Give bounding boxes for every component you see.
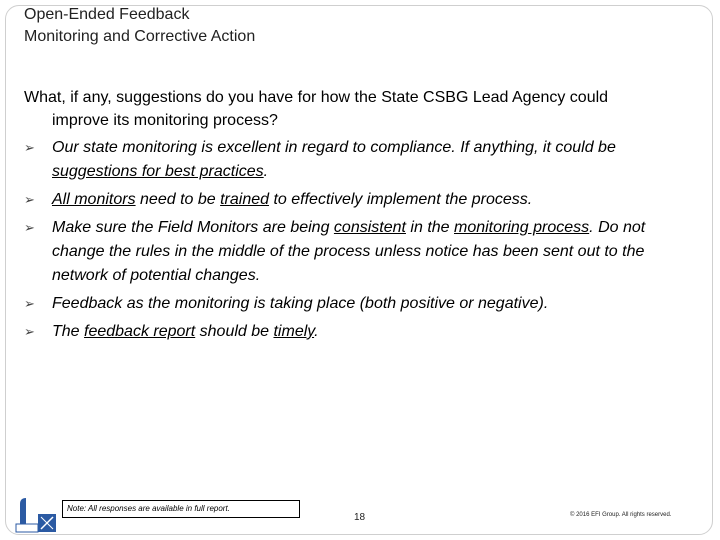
- survey-question: [24, 86, 694, 132]
- arrow-bullet-icon: ➢: [24, 192, 35, 207]
- response-text: Feedback as the monitoring is taking place (both positive or negative).: [52, 295, 549, 312]
- response-text: Make sure the Field Monitors are being consistent in the monitoring process. Do not change the rules in the middle of the process unless notice has been sent out to the network of potential changes.: [52, 219, 646, 284]
- arrow-bullet-icon: ➢: [24, 324, 35, 339]
- question-line-2: improve its monitoring process?: [52, 112, 278, 129]
- response-text: The feedback report should be timely.: [52, 323, 319, 340]
- arrow-bullet-icon: ➢: [24, 220, 35, 235]
- response-item: [24, 136, 700, 184]
- question-line-1: What, if any, suggestions do you have for how the State CSBG Lead Agency could: [24, 89, 609, 106]
- slide-title: [24, 4, 255, 48]
- response-text: All monitors need to be trained to effectively implement the process.: [52, 191, 533, 208]
- copyright-notice: © 2016 EFI Group. All rights reserved.: [570, 512, 672, 518]
- footnote-box: Note: All responses are available in full report.: [62, 500, 300, 518]
- title-line-2: Monitoring and Corrective Action: [24, 28, 256, 45]
- company-logo-icon: [12, 494, 58, 534]
- response-item: [24, 216, 700, 288]
- response-item: [24, 320, 700, 344]
- response-item: [24, 188, 700, 212]
- title-line-1: Open-Ended Feedback: [24, 6, 190, 23]
- page-number: 18: [354, 512, 366, 523]
- response-item: [24, 292, 700, 316]
- arrow-bullet-icon: ➢: [24, 296, 35, 311]
- response-text: Our state monitoring is excellent in regard to compliance. If anything, it could be suggestions for best practices.: [52, 139, 616, 180]
- arrow-bullet-icon: ➢: [24, 140, 35, 155]
- response-list: [24, 136, 700, 348]
